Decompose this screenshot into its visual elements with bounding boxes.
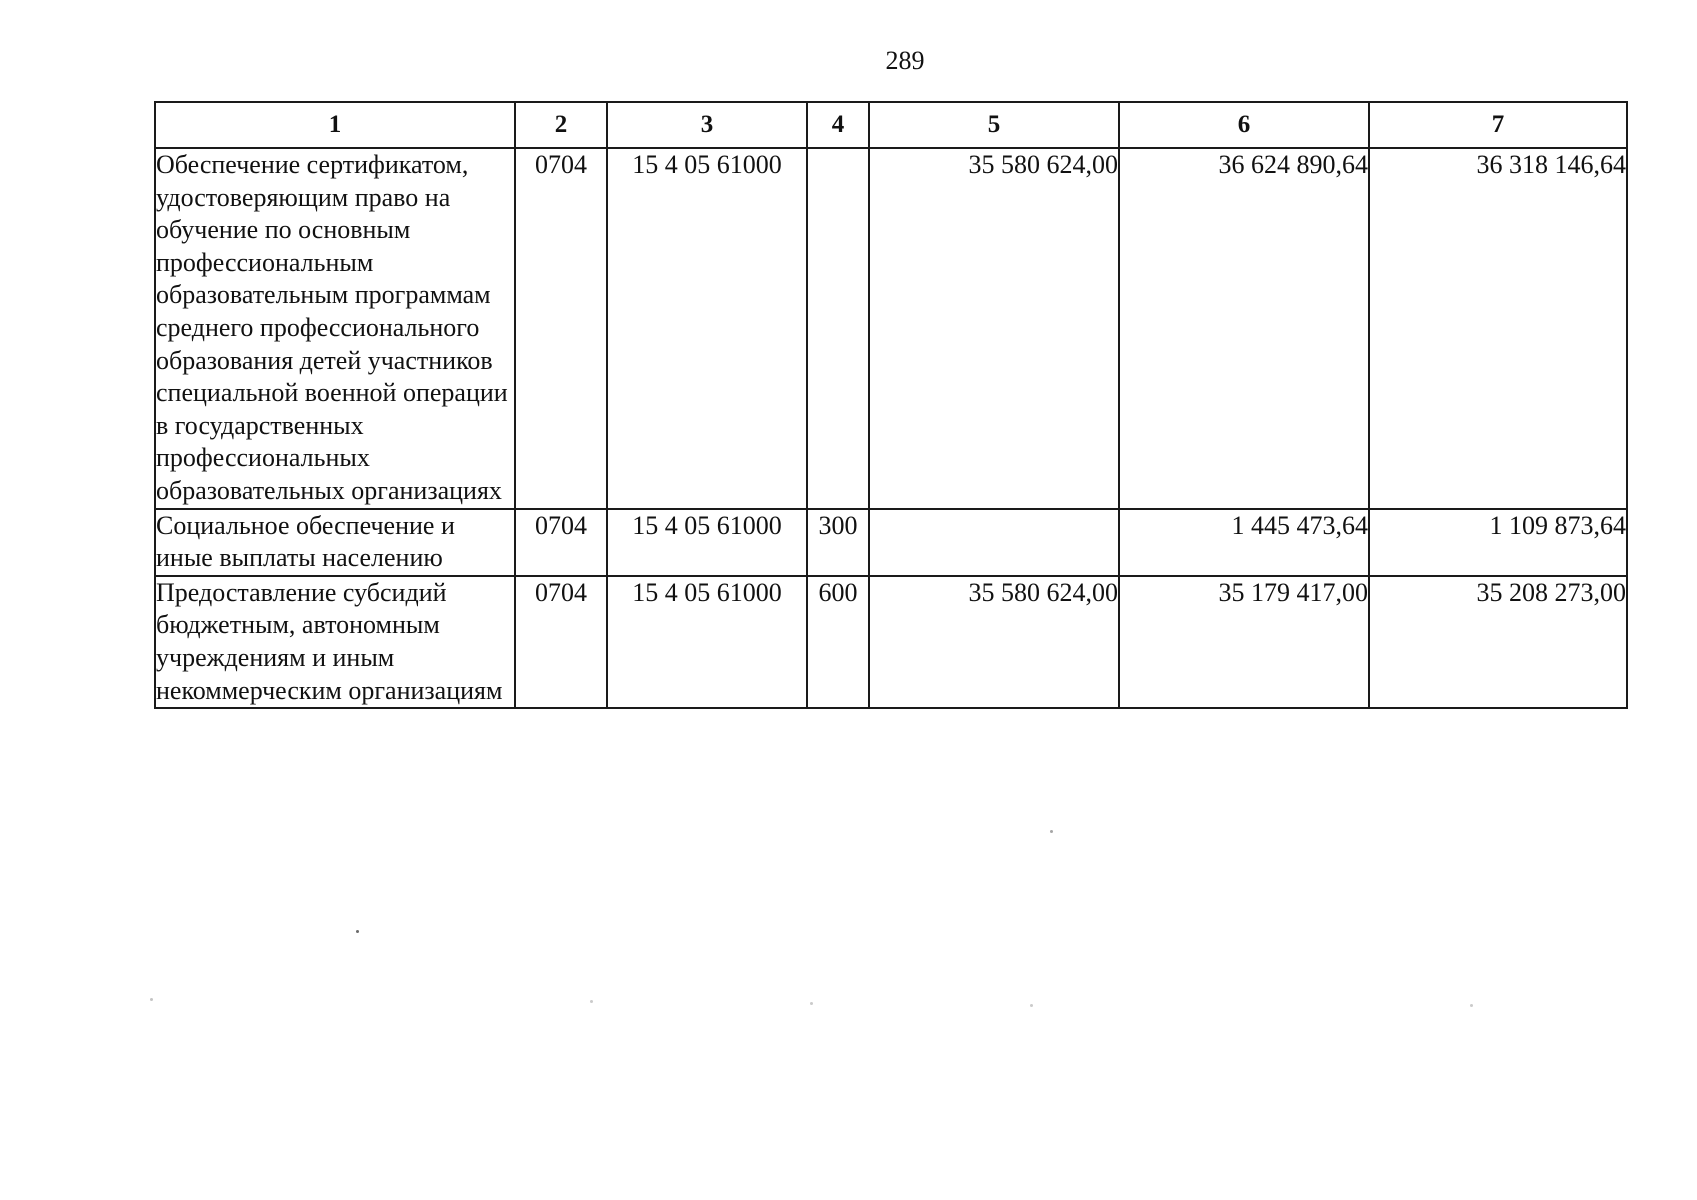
- row-amount-col-6: 35 179 417,00: [1119, 576, 1369, 708]
- row-description: Обеспечение сертификатом, удостоверяющим право на обучение по основным профессиональным образовательным программам среднего профессионального образования детей участников специальной военной операции в государственных профессиональных образовательных организациях: [155, 148, 515, 509]
- header-col-1: 1: [155, 102, 515, 148]
- header-col-4: 4: [807, 102, 869, 148]
- row-amount-col-5: 35 580 624,00: [869, 576, 1119, 708]
- row-target-article: 15 4 05 61000: [607, 148, 807, 509]
- table-row: [155, 576, 1627, 708]
- table-row: [155, 509, 1627, 576]
- scan-speck: [590, 1000, 593, 1003]
- header-row: [155, 102, 1627, 148]
- row-expense-type: 300: [807, 509, 869, 576]
- scan-speck: [1050, 830, 1053, 833]
- row-amount-col-5: [869, 509, 1119, 576]
- row-amount-col-7: 1 109 873,64: [1369, 509, 1627, 576]
- row-amount-col-7: 35 208 273,00: [1369, 576, 1627, 708]
- budget-table: [154, 101, 1628, 709]
- scan-speck: [150, 998, 153, 1001]
- row-amount-col-5: 35 580 624,00: [869, 148, 1119, 509]
- row-section-code: 0704: [515, 148, 607, 509]
- row-amount-col-7: 36 318 146,64: [1369, 148, 1627, 509]
- row-amount-col-6: 1 445 473,64: [1119, 509, 1369, 576]
- table-row: [155, 148, 1627, 509]
- header-col-3: 3: [607, 102, 807, 148]
- row-target-article: 15 4 05 61000: [607, 509, 807, 576]
- header-col-6: 6: [1119, 102, 1369, 148]
- scan-speck: [810, 1002, 813, 1005]
- row-target-article: 15 4 05 61000: [607, 576, 807, 708]
- row-section-code: 0704: [515, 576, 607, 708]
- table-body: [155, 148, 1627, 708]
- header-col-7: 7: [1369, 102, 1627, 148]
- row-description: Социальное обеспечение и иные выплаты населению: [155, 509, 515, 576]
- table-header: [155, 102, 1627, 148]
- row-expense-type: [807, 148, 869, 509]
- scan-speck: [1030, 1004, 1033, 1007]
- row-section-code: 0704: [515, 509, 607, 576]
- row-expense-type: 600: [807, 576, 869, 708]
- header-col-5: 5: [869, 102, 1119, 148]
- page-number: 289: [885, 46, 925, 75]
- scan-speck: [356, 930, 359, 933]
- row-description: Предоставление субсидий бюджетным, автономным учреждениям и иным некоммерческим организациям: [155, 576, 515, 708]
- scan-speck: [1470, 1004, 1473, 1007]
- row-amount-col-6: 36 624 890,64: [1119, 148, 1369, 509]
- header-col-2: 2: [515, 102, 607, 148]
